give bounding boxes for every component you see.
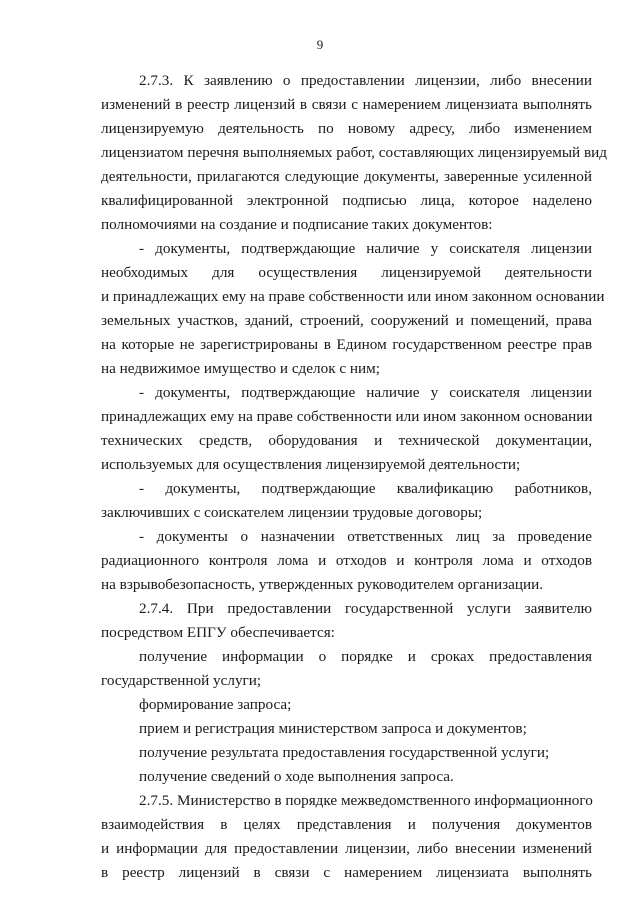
text-line: - документы о назначении ответственных лиц за проведение bbox=[139, 528, 592, 545]
page-number: 9 bbox=[316, 37, 324, 52]
text-line: лицензируемую деятельность по новому адресу, либо изменением bbox=[101, 120, 592, 137]
text-line: 2.7.5. Министерство в порядке межведомственного информационного bbox=[139, 792, 593, 809]
text-line: лицензиатом перечня выполняемых работ, составляющих лицензируемый вид bbox=[101, 144, 608, 161]
text-line: используемых для осуществления лицензируемой деятельности; bbox=[101, 456, 521, 473]
text-line: заключивших с соискателем лицензии трудовые договоры; bbox=[101, 504, 483, 521]
text-line: в реестр лицензий в связи с намерением лицензиата выполнять bbox=[101, 864, 592, 881]
text-line: полномочиями на создание и подписание таких документов: bbox=[101, 216, 493, 233]
text-line: прием и регистрация министерством запроса и документов; bbox=[139, 720, 527, 737]
text-line: 2.7.4. При предоставлении государственной услуги заявителю bbox=[139, 600, 592, 617]
text-line: и принадлежащих ему на праве собственности или ином законном основании bbox=[101, 288, 605, 305]
document-body bbox=[101, 69, 608, 885]
text-line: на недвижимое имущество и сделок с ним; bbox=[101, 360, 380, 377]
text-line: получение результата предоставления государственной услуги; bbox=[139, 744, 550, 761]
text-line: изменений в реестр лицензий в связи с намерением лицензиата выполнять bbox=[101, 96, 592, 113]
text-line: посредством ЕПГУ обеспечивается: bbox=[101, 624, 335, 641]
text-line: государственной услуги; bbox=[101, 672, 262, 689]
text-line: принадлежащих ему на праве собственности или ином законном основании bbox=[101, 408, 593, 425]
text-line: формирование запроса; bbox=[139, 696, 292, 713]
text-line: получение информации о порядке и сроках предоставления bbox=[139, 648, 592, 665]
text-line: получение сведений о ходе выполнения запроса. bbox=[139, 768, 454, 785]
text-line: деятельности, прилагаются следующие документы, заверенные усиленной bbox=[101, 168, 592, 185]
text-line: технических средств, оборудования и технической документации, bbox=[101, 432, 592, 449]
text-line: на взрывобезопасность, утвержденных руководителем организации. bbox=[101, 576, 544, 593]
text-line: - документы, подтверждающие наличие у соискателя лицензии bbox=[139, 240, 592, 257]
text-line: взаимодействия в целях представления и получения документов bbox=[101, 816, 592, 833]
text-line: - документы, подтверждающие наличие у соискателя лицензии bbox=[139, 384, 592, 401]
text-line: 2.7.3. К заявлению о предоставлении лицензии, либо внесении bbox=[139, 72, 592, 89]
text-line: - документы, подтверждающие квалификацию работников, bbox=[139, 480, 592, 497]
text-line: земельных участков, зданий, строений, сооружений и помещений, права bbox=[101, 312, 592, 329]
text-line: на которые не зарегистрированы в Едином государственном реестре прав bbox=[101, 336, 592, 353]
text-line: и информации для предоставлении лицензии, либо внесении изменений bbox=[101, 840, 592, 857]
text-line: квалифицированной электронной подписью лица, которое наделено bbox=[101, 192, 592, 209]
text-line: радиационного контроля лома и отходов и контроля лома и отходов bbox=[101, 552, 592, 569]
text-line: необходимых для осуществления лицензируемой деятельности bbox=[101, 264, 592, 281]
